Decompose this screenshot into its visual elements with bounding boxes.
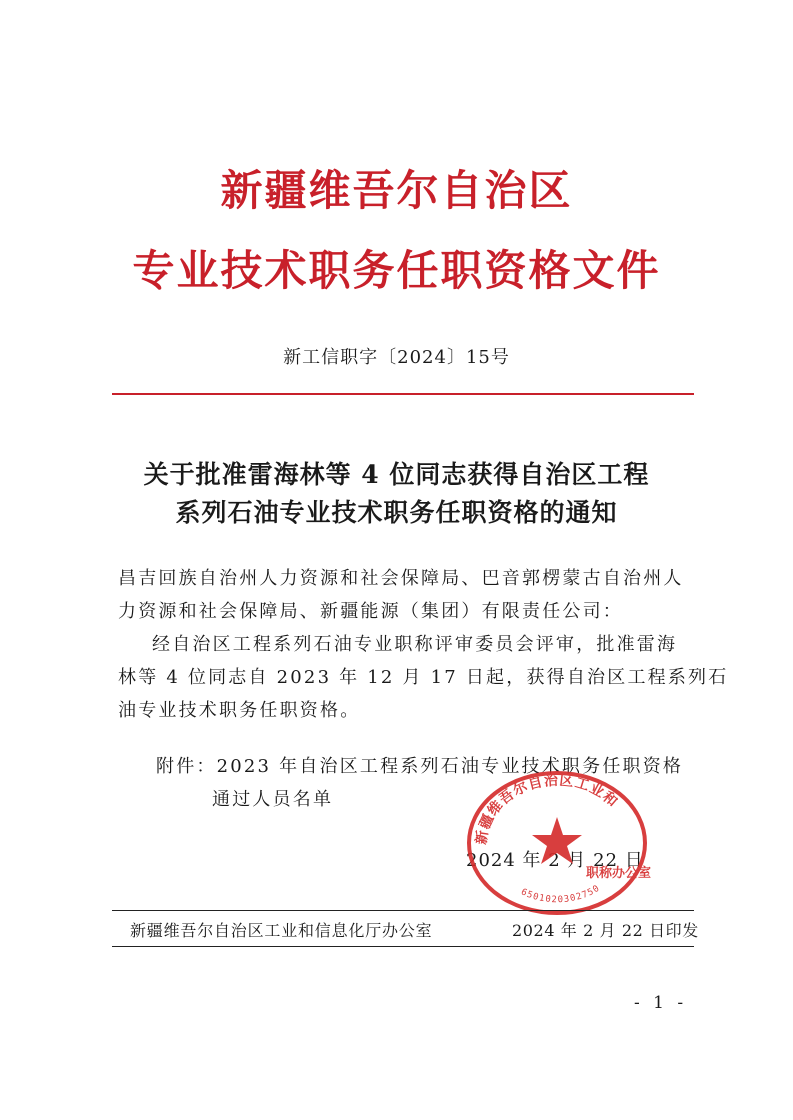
official-seal-icon xyxy=(462,765,652,915)
attachment-line1: 附件：2023 年自治区工程系列石油专业技术职务任职资格 xyxy=(156,756,684,777)
signing-date: 2024 年 2 月 22 日 xyxy=(466,850,644,871)
addressee-line1: 昌吉回族自治州人力资源和社会保障局、巴音郭楞蒙古自治州人 xyxy=(118,568,684,589)
seal-serial: 6501020302750 xyxy=(519,883,603,906)
footer-rule-top xyxy=(112,910,694,911)
seal-lower-text: 职称办公室 xyxy=(586,866,652,881)
footer-issuer: 新疆维吾尔自治区工业和信息化厅办公室 xyxy=(130,921,433,940)
body-paragraph-line1: 经自治区工程系列石油专业职称评审委员会评审，批准雷海 xyxy=(152,634,678,655)
footer-rule-bottom xyxy=(112,946,694,947)
seal-upper-text: 新疆维吾尔自治区工业和 xyxy=(473,772,622,846)
body-paragraph-line3: 油专业技术职务任职资格。 xyxy=(118,700,361,721)
footer-print-date: 2024 年 2 月 22 日印发 xyxy=(512,921,699,940)
body-paragraph-line2: 林等 4 位同志自 2023 年 12 月 17 日起，获得自治区工程系列石 xyxy=(118,667,729,688)
page-number: - 1 - xyxy=(634,993,688,1013)
addressee-line2: 力资源和社会保障局、新疆能源（集团）有限责任公司： xyxy=(118,601,623,622)
red-divider xyxy=(112,393,694,395)
header-title-line1: 新疆维吾尔自治区 xyxy=(220,166,573,215)
header-title-line2: 专业技术职务任职资格文件 xyxy=(132,246,661,295)
notice-title-line1: 关于批准雷海林等 4 位同志获得自治区工程 xyxy=(143,460,650,489)
notice-title-line2: 系列石油专业技术职务任职资格的通知 xyxy=(175,498,618,527)
attachment-line2: 通过人员名单 xyxy=(212,789,334,810)
document-number: 新工信职字〔2024〕15号 xyxy=(283,347,510,368)
svg-text:6501020302750 xyxy=(519,883,602,905)
